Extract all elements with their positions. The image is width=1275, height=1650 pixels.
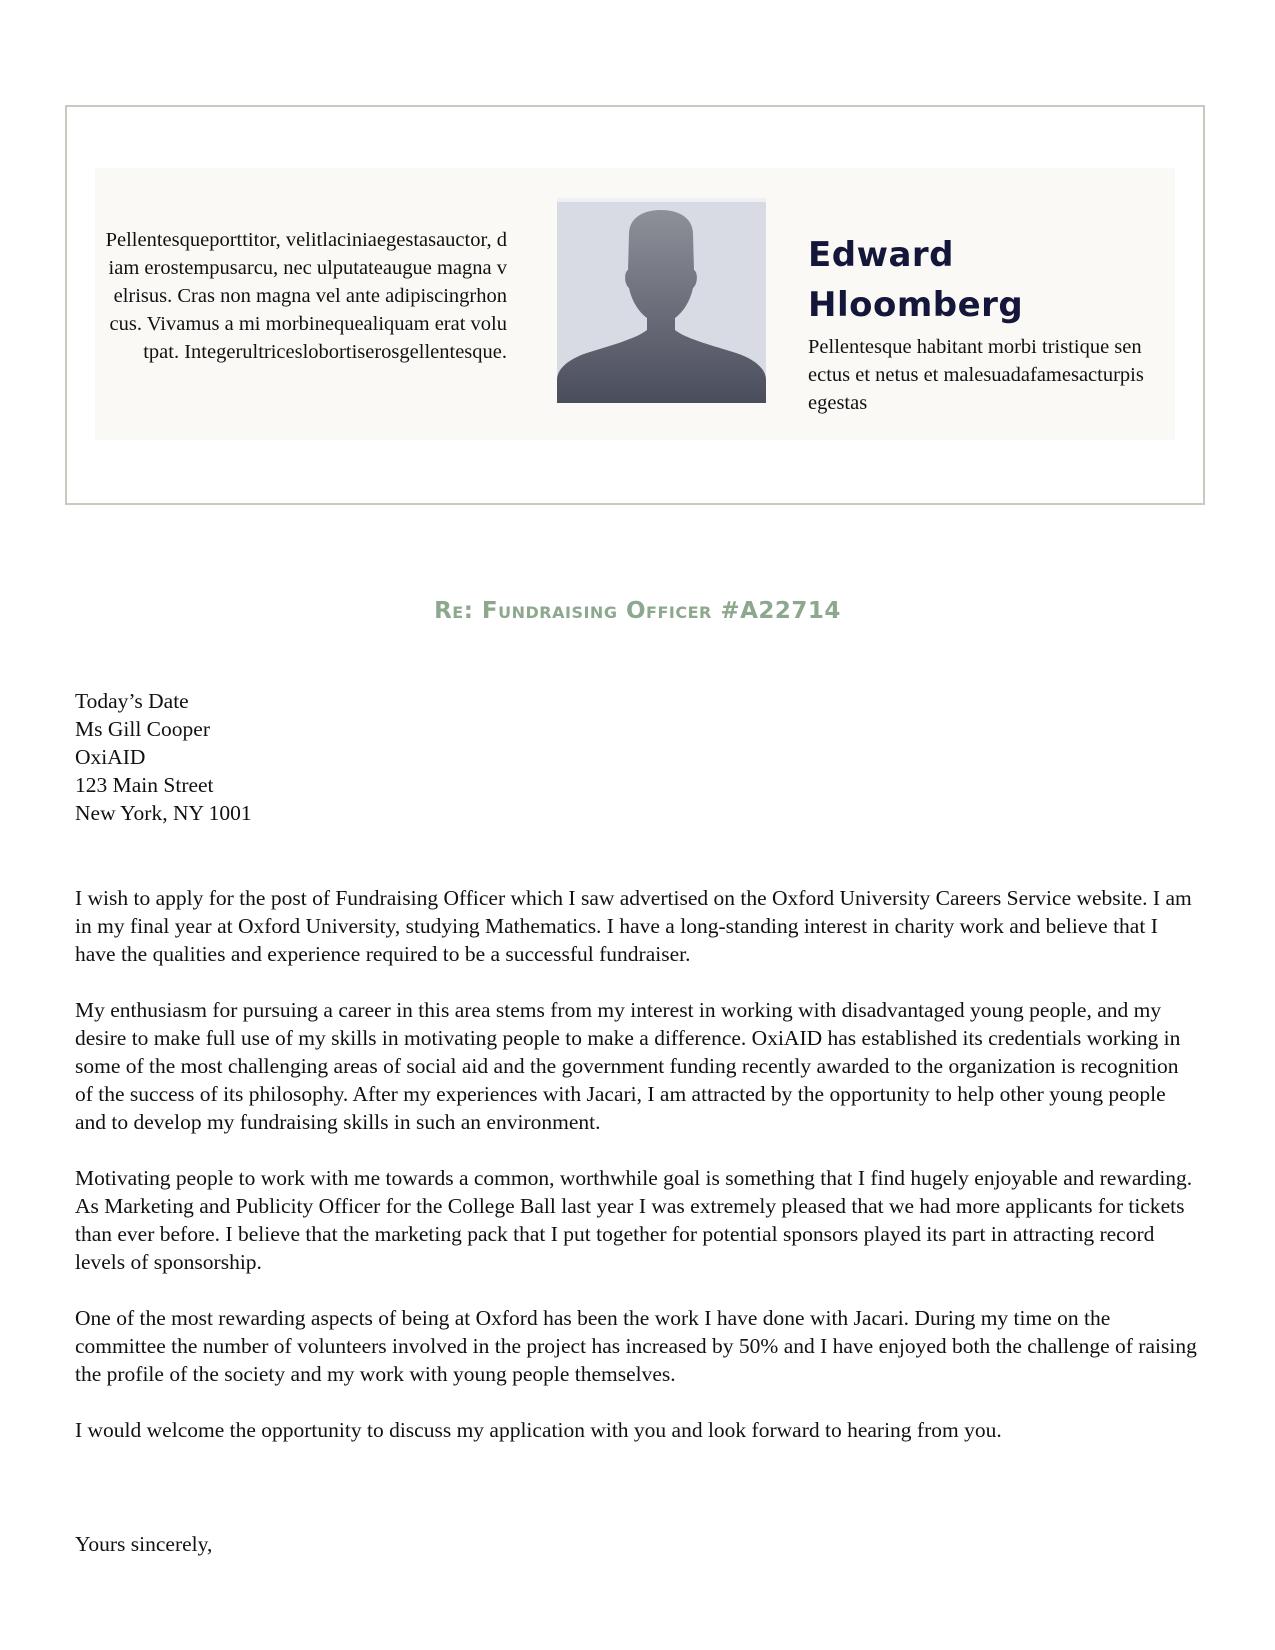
tagline: Pellentesque habitant morbi tristique senectus et netus et malesuadafamesacturpisegestas [808,336,1144,414]
subject-line: Re: Fundraising Officer #A22714 [434,598,841,624]
body-paragraph: My enthusiasm for pursuing a career in this area stems from my interest in working with disadvantaged young people, and my desire to make full use of my skills in motivating people to make a difference. OxiAID has established its credentials working in some of the most challenging areas of social aid and the government funding recently awarded to the organization is recognition of the success of its philosophy. After my experiences with Jacari, I am attracted by the opportunity to help other young people and to develop my fundraising skills in such an environment. [75,998,1181,1134]
body-paragraph: I would welcome the opportunity to discuss my application with you and look forward to hearing from you. [75,1418,1002,1442]
body-paragraph: I wish to apply for the post of Fundraising Officer which I saw advertised on the Oxford University Careers Service website. I am in my final year at Oxford University, studying Mathematics. I have a long-standing interest in charity work and believe that I have the qualities and experience required to be a successful fundraiser. [75,886,1192,966]
recipient-city: New York, NY 1001 [75,801,252,825]
body-paragraph: One of the most rewarding aspects of being at Oxford has been the work I have done with Jacari. During my time on the committee the number of volunteers involved in the project has increased by 50% and I have enjoyed both the challenge of raising the profile of the society and my work with young people themselves. [75,1306,1197,1386]
recipient-company: OxiAID [75,745,146,769]
profile-photo [557,198,766,403]
letter-body [75,884,1200,1472]
letter-date: Today’s Date [75,689,189,713]
name-last: Hloomberg [808,285,1024,325]
closing-salutation: Yours sincerely, [75,1532,213,1556]
recipient-name: Ms Gill Cooper [75,717,210,741]
candidate-name [808,230,1148,330]
intro-text: Pellentesqueporttitor, velitlaciniaegestasauctor, diam erostempusarcu, nec ulputateaugue magna velrisus. Cras non magna vel ante adipiscingrhoncus. Vivamus a mi morbinequealiquam erat volutpat. Integerultriceslobortiserosgellentesque. [105,229,507,363]
recipient-street: 123 Main Street [75,773,214,797]
recipient-address [75,687,252,827]
name-first: Edward [808,235,955,275]
person-silhouette-icon [557,198,766,403]
body-paragraph: Motivating people to work with me towards a common, worthwhile goal is something that I find hugely enjoyable and rewarding. As Marketing and Publicity Officer for the College Ball last year I was extremely pleased that we had more applicants for tickets than ever before. I believe that the marketing pack that I put together for potential sponsors played its part in attracting record levels of sponsorship. [75,1166,1193,1274]
